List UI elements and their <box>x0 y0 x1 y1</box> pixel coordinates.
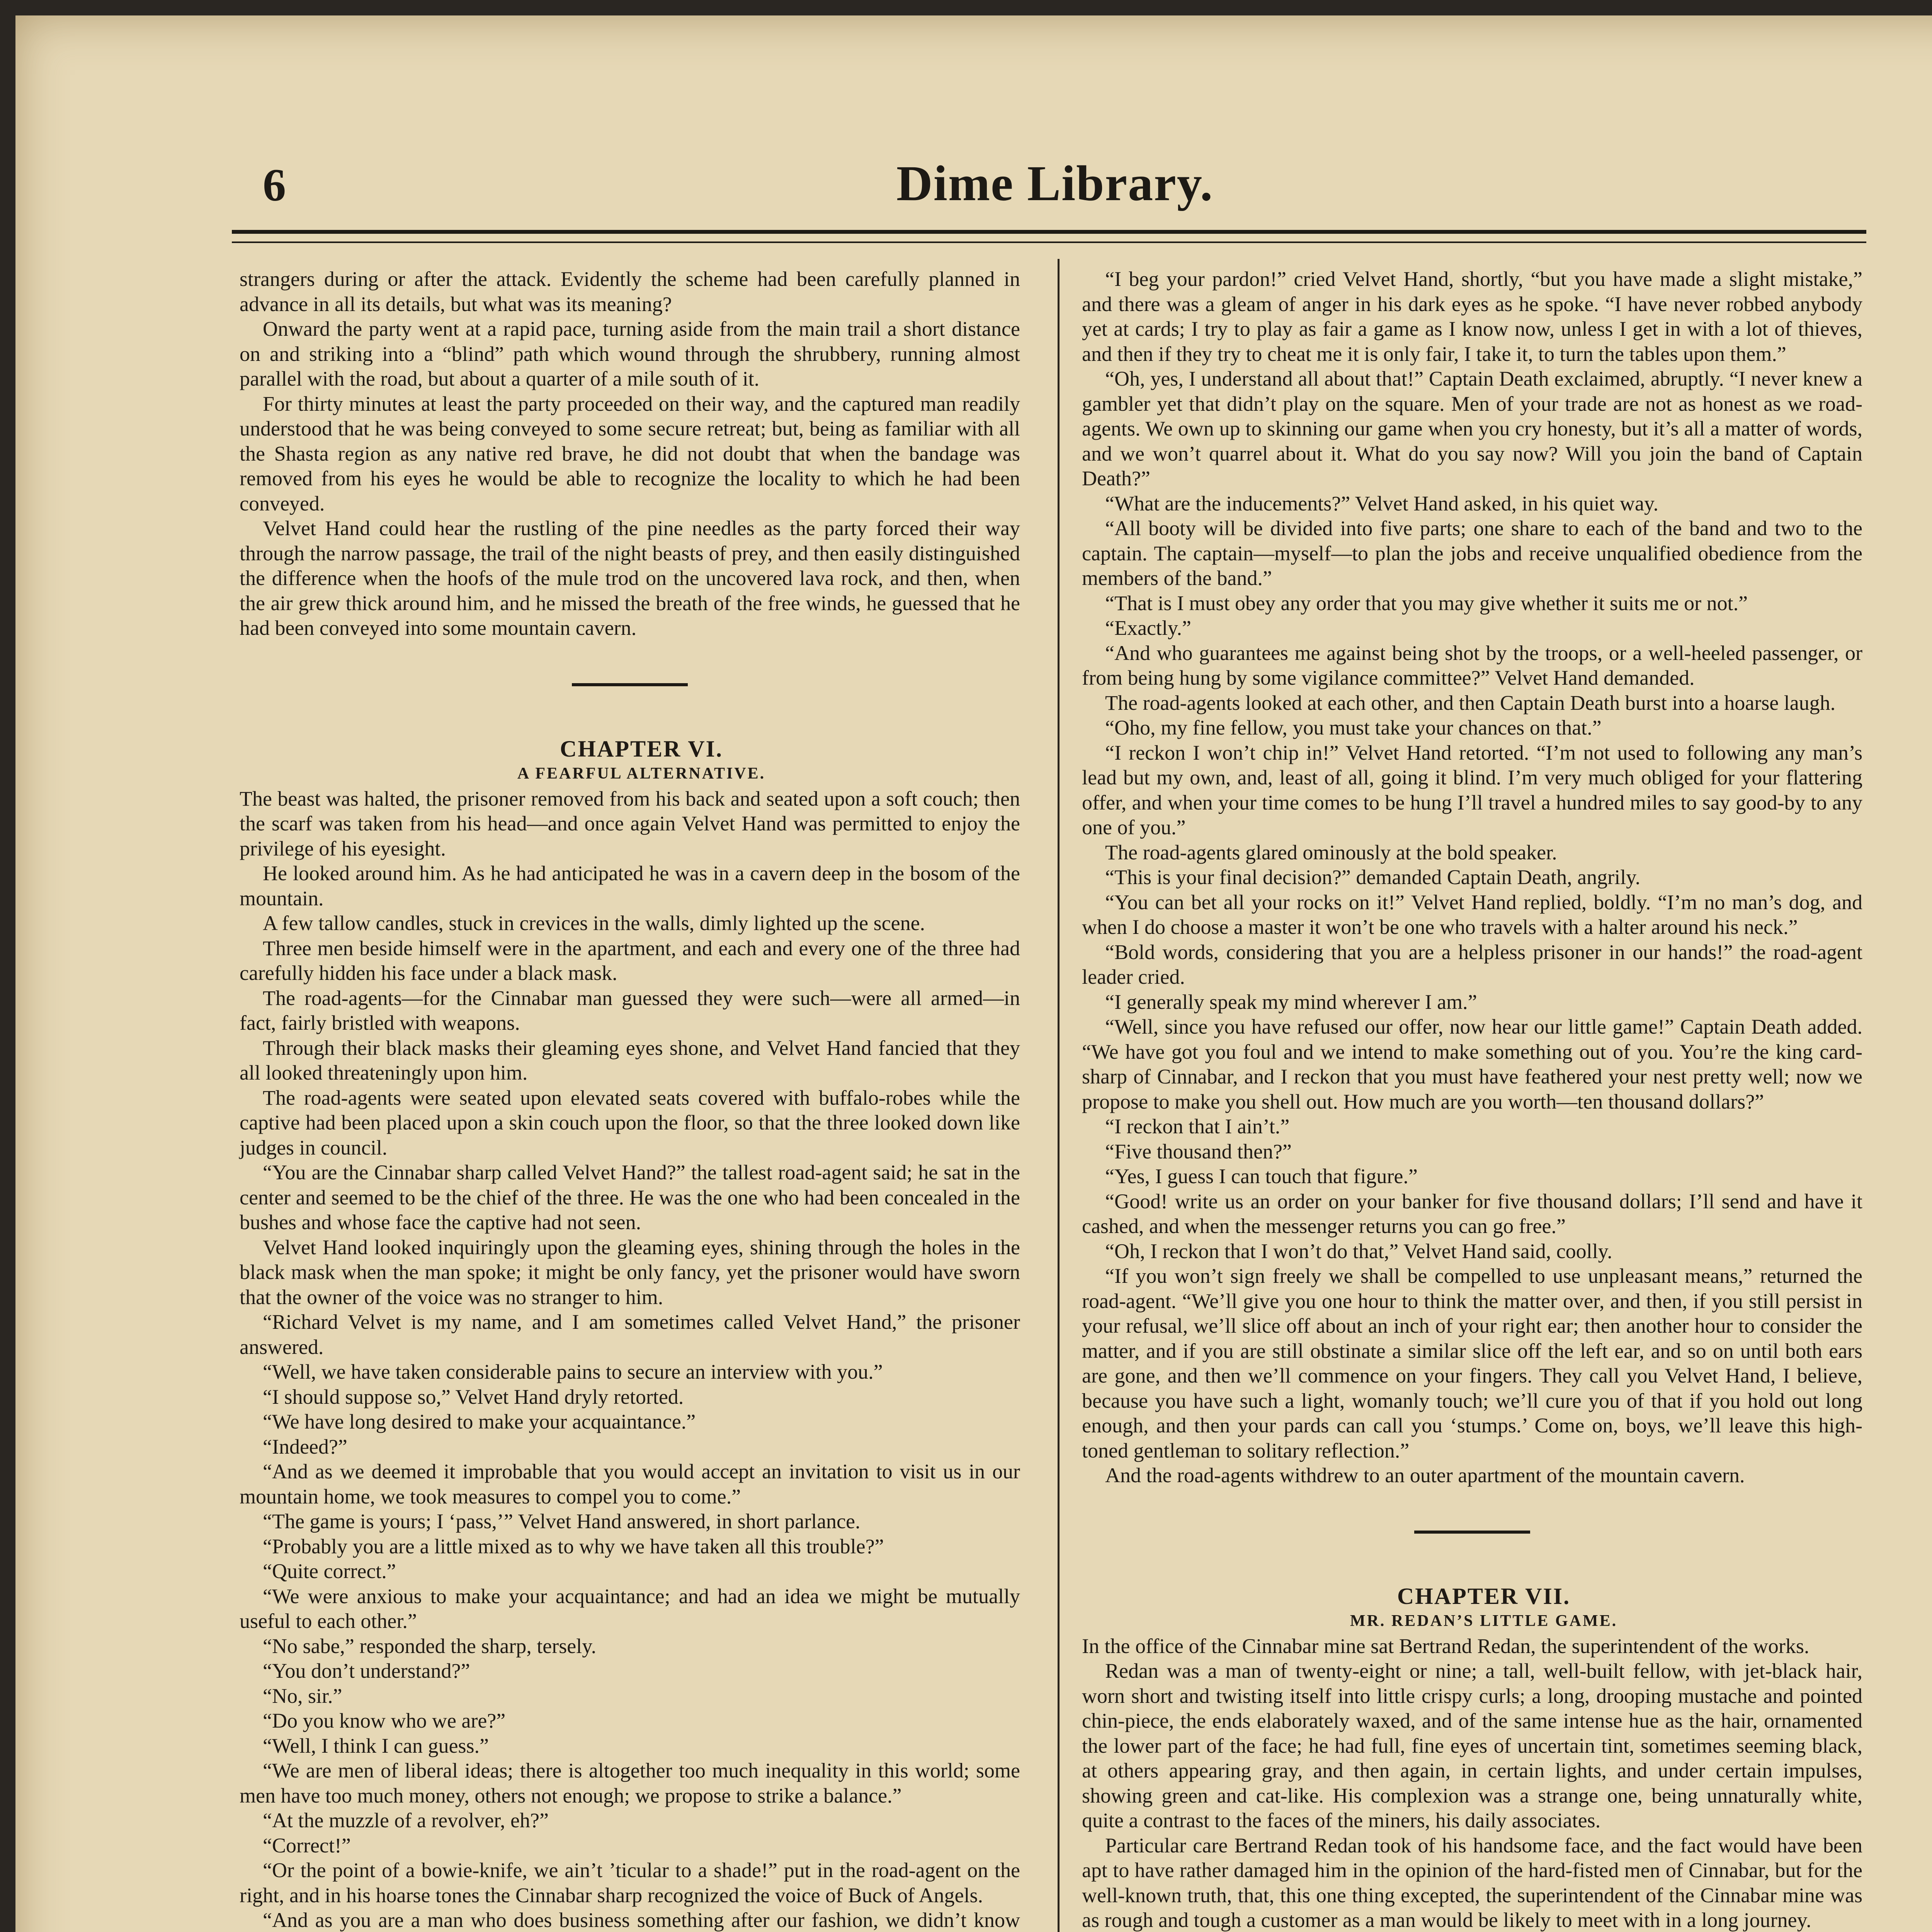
paragraph: strangers during or after the attack. Evidently the scheme had been carefully planned in advance in all its details, but what was its meaning? <box>240 267 1020 316</box>
newspaper-page <box>15 15 1932 1932</box>
paragraph: In the office of the Cinnabar mine sat Bertrand Redan, the superintendent of the works. <box>1082 1634 1810 1658</box>
paragraph: And the road-agents withdrew to an outer apartment of the mountain cavern. <box>1105 1464 1745 1487</box>
paragraph: The road-agents were seated upon elevated seats covered with buffalo-robes while the captive had been placed upon a skin couch upon the floor, so that the three looked down like judges in council. <box>240 1086 1020 1159</box>
paragraph: “You are the Cinnabar sharp called Velvet Hand?” the tallest road-agent said; he sat in the center and seemed to be the chief of the three. He was the one who had been concealed in the bushes and whose face the captive had not seen. <box>240 1161 1020 1234</box>
paragraph: “Indeed?” <box>263 1435 347 1458</box>
paragraph: “Probably you are a little mixed as to why we have taken all this trouble?” <box>263 1534 884 1558</box>
chapter-heading: CHAPTER VI. <box>560 736 723 762</box>
paragraph: For thirty minutes at least the party proceeded on their way, and the captured man readily understood that he was being conveyed to some secure retreat; but, being as familiar with all the Shasta region as any native red brave, he did not doubt that when the bandage was removed from his eyes he would be able to recognize the locality to which he had been conveyed. <box>240 392 1020 515</box>
paragraph: “Correct!” <box>263 1833 351 1857</box>
paragraph: “You don’t understand?” <box>263 1659 470 1682</box>
paragraph: “Bold words, considering that you are a helpless prisoner in our hands!” the road-agent leader cried. <box>1082 940 1862 988</box>
paragraph: Redan was a man of twenty-eight or nine; a tall, well-built fellow, with jet-black hair, worn short and twisting itself into little crispy curls; a long, drooping mustache and pointed chin-piece, the ends elaborately waxed, and of the same intense hue as the hair, ornamented the lower part of the face; he had full, fine eyes of uncertain tint, sometimes seeming black, at others appearing gray, and then again, in certain lights, and under certain impulses, showing green and cat-like. His complexion was a strange one, being unnaturally white, quite a contrast to the faces of the miners, his daily associates. <box>1082 1659 1862 1832</box>
paragraph: “What are the inducements?” Velvet Hand asked, in his quiet way. <box>1105 492 1659 515</box>
paragraph: “No, sir.” <box>263 1684 342 1708</box>
paragraph: “Or the point of a bowie-knife, we ain’t ’ticular to a shade!” put in the road-agent on the right, and in his hoarse tones the Cinnabar sharp recognized the voice of Buck of Angels. <box>240 1859 1020 1907</box>
running-title: Dime Library. <box>896 156 1214 211</box>
page-header <box>247 143 1862 224</box>
paragraph: “You can bet all your rocks on it!” Velvet Hand replied, boldly. “I’m no man’s dog, and when I do choose a master it won’t be one who travels with a halter around his neck.” <box>1082 890 1862 939</box>
paragraph: “Well, we have taken considerable pains to secure an interview with you.” <box>263 1360 883 1383</box>
paragraph: “Good! write us an order on your banker for five thousand dollars; I’ll send and have it cashed, and when the messenger returns you can go free.” <box>1082 1189 1862 1238</box>
paragraph: “Oh, yes, I understand all about that!” Captain Death exclaimed, abruptly. “I never knew a gambler yet that didn’t play on the square. Men of your trade are not as honest as we road-agents. We own up to skinning our game when you cry honesty, but it’s all a matter of words, and we won’t quarrel about it. What do you say now? Will you join the band of Captain Death?” <box>1082 367 1862 490</box>
paragraph: “Five thousand then?” <box>1105 1139 1292 1163</box>
paragraph: “If you won’t sign freely we shall be compelled to use unpleasant means,” returned the road-agent. “We’ll give you one hour to think the matter over, and then, if you still persist in your refusal, we’ll slice off about an inch of your right ear; then another hour to consider the matter, and if you are still obstinate a similar slice off the left ear, and so on until both ears are gone, and then we’ll commence on your fingers. They call you Velvet Hand, I believe, because you have such a light, womanly touch; we’ll cure you of that if you hold out long enough, and then your pards can call you ‘stumps.’ Come on, boys, we’ll leave this high-toned gentleman to solitary reflection.” <box>1082 1264 1862 1462</box>
right-column <box>1082 267 1862 1932</box>
header-rule-thin <box>232 242 1866 243</box>
paragraph: “Richard Velvet is my name, and I am sometimes called Velvet Hand,” the prisoner answered. <box>240 1310 1020 1359</box>
paragraph: Particular care Bertrand Redan took of his handsome face, and the fact would have been apt to have rather damaged him in the opinion of the hard-fisted men of Cinnabar, but for the well-known truth, that, this one thing excepted, the superintendent of the Cinnabar mine was as rough and tough a customer as a man would be likely to meet with in a long journey. <box>1082 1833 1862 1932</box>
paragraph: “I generally speak my mind wherever I am.” <box>1105 990 1477 1014</box>
paragraph: The road-agents—for the Cinnabar man guessed they were such—were all armed—in fact, fairly bristled with weapons. <box>240 986 1020 1034</box>
paragraph: “All booty will be divided into five parts; one share to each of the band and two to the captain. The captain—myself—to plan the jobs and receive unqualified obedience from the members of the band.” <box>1082 517 1862 590</box>
paragraph: “Oho, my fine fellow, you must take your chances on that.” <box>1105 716 1602 739</box>
paragraph: “Quite correct.” <box>263 1560 396 1583</box>
paragraph: “We are men of liberal ideas; there is altogether too much inequality in this world; some men have too much money, others not enough; we propose to strike a balance.” <box>240 1759 1020 1807</box>
paragraph: “And as we deemed it improbable that you would accept an invitation to visit us in our mountain home, we took measures to compel you to come.” <box>240 1460 1020 1508</box>
paragraph: He looked around him. As he had anticipated he was in a cavern deep in the bosom of the mountain. <box>240 862 1020 910</box>
paragraph: “I beg your pardon!” cried Velvet Hand, shortly, “but you have made a slight mistake,” and there was a gleam of anger in his dark eyes as he spoke. “I have never robbed anybody yet at cards; I try to play as fair a game as I know now, unless I get in with a lot of thieves, and then if they try to cheat me it is only fair, I take it, to turn the tables upon them.” <box>1082 267 1862 366</box>
paragraph: The road-agents looked at each other, and then Captain Death burst into a hoarse laugh. <box>1105 691 1836 714</box>
chapter-subtitle: MR. REDAN’S LITTLE GAME. <box>1350 1612 1618 1630</box>
paragraph: The road-agents glared ominously at the bold speaker. <box>1105 840 1557 864</box>
column-separator <box>1058 259 1060 1932</box>
paragraph: “I should suppose so,” Velvet Hand dryly retorted. <box>263 1385 684 1408</box>
chapter-heading: CHAPTER VII. <box>1397 1583 1571 1609</box>
paragraph: A few tallow candles, stuck in crevices in the walls, dimly lighted up the scene. <box>263 912 925 935</box>
paragraph: Velvet Hand looked inquiringly upon the gleaming eyes, shining through the holes in the black mask when the man spoke; it might be only fancy, yet the prisoner would have sworn that the owner of the voice was no stranger to him. <box>240 1235 1020 1309</box>
paragraph: “And who guarantees me against being shot by the troops, or a well-heeled passenger, or from being hung by some vigilance committee?” Velvet Hand demanded. <box>1082 641 1862 689</box>
paragraph: Velvet Hand could hear the rustling of the pine needles as the party forced their way through the narrow passage, the trail of the night beasts of prey, and then easily distinguished the difference when the hoofs of the mule trod on the uncovered lava rock, and then, when the air grew thick around him, and he missed the breath of the free winds, he guessed that he had been conveyed into some mountain cavern. <box>240 517 1020 639</box>
paragraph: “Exactly.” <box>1105 616 1191 639</box>
paragraph: “The game is yours; I ‘pass,’” Velvet Hand answered, in short parlance. <box>263 1510 861 1533</box>
paragraph: “Do you know who we are?” <box>263 1709 506 1732</box>
paragraph: Onward the party went at a rapid pace, turning aside from the main trail a short distance on and striking into a “blind” path which wound through the shrubbery, running almost parallel with the road, but about a quarter of a mile south of it. <box>240 317 1020 390</box>
paragraph: Three men beside himself were in the apartment, and each and every one of the three had carefully hidden his face under a black mask. <box>240 936 1020 985</box>
paragraph: “Well, since you have refused our offer, now hear our little game!” Captain Death added. “We have got you foul and we intend to make something out of you. You’re the king card-sharp of Cinnabar, and I reckon that you must have feathered your nest pretty well; now we propose to make you shell out. How much are you worth—ten thousand dollars?” <box>1082 1015 1862 1113</box>
paragraph: “That is I must obey any order that you may give whether it suits me or not.” <box>1105 591 1748 615</box>
paragraph: “And as you are a man who does business something after our fashion, we didn’t know <box>263 1908 1020 1932</box>
header-rule <box>232 230 1866 234</box>
paragraph: “At the muzzle of a revolver, eh?” <box>263 1809 549 1832</box>
paragraph: “We were anxious to make your acquaintance; and had an idea we might be mutually useful to each other.” <box>240 1584 1020 1633</box>
paragraph: “No sabe,” responded the sharp, tersely. <box>263 1634 597 1658</box>
paragraph: “I reckon that I ain’t.” <box>1105 1115 1290 1138</box>
left-column <box>240 267 1020 1932</box>
paragraph: “Well, I think I can guess.” <box>263 1734 489 1757</box>
paragraph: “I reckon I won’t chip in!” Velvet Hand retorted. “I’m not used to following any man’s lead but my own, and, least of all, going it blind. I’m very much obliged for your flattering offer, and when your time comes to be hung I’ll travel a hundred miles to say good-by to any one of you.” <box>1082 741 1862 839</box>
paragraph: “Oh, I reckon that I won’t do that,” Velvet Hand said, coolly. <box>1105 1239 1612 1263</box>
paragraph: “This is your final decision?” demanded Captain Death, angrily. <box>1105 866 1641 889</box>
page-number: 6 <box>263 159 286 211</box>
chapter-subtitle: A FEARFUL ALTERNATIVE. <box>517 765 766 782</box>
section-divider <box>1414 1531 1530 1534</box>
section-divider <box>572 683 688 686</box>
paragraph: Through their black masks their gleaming eyes shone, and Velvet Hand fancied that they all looked threateningly upon him. <box>240 1036 1020 1084</box>
paragraph: The beast was halted, the prisoner removed from his back and seated upon a soft couch; then the scarf was taken from his head—and once again Velvet Hand was permitted to enjoy the privilege of his eyesight. <box>240 787 1020 860</box>
paragraph: “We have long desired to make your acquaintance.” <box>263 1410 696 1433</box>
paragraph: “Yes, I guess I can touch that figure.” <box>1105 1165 1418 1188</box>
